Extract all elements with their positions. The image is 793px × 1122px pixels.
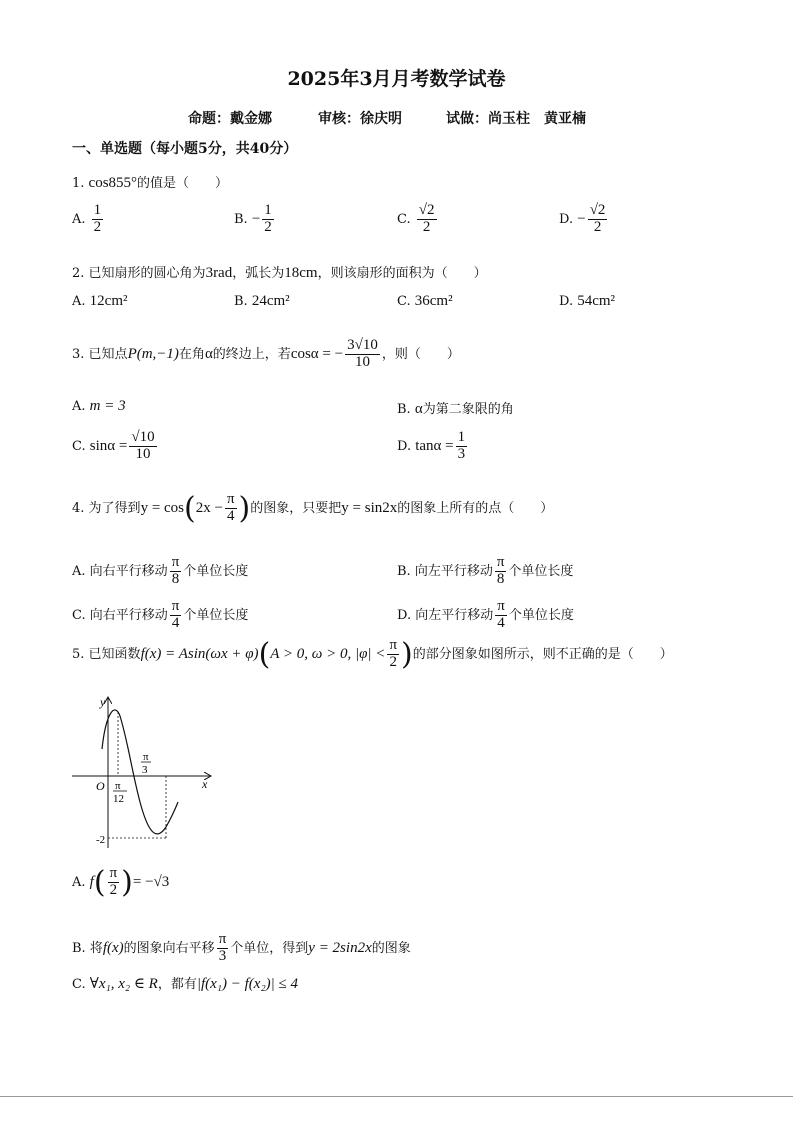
origin-label: O: [96, 779, 105, 793]
option-label: D.: [397, 438, 412, 454]
option-mid: ，都有: [157, 977, 197, 992]
sine-graph: [70, 692, 220, 852]
option-post: 个单位长度: [508, 607, 574, 623]
q5-option-c[interactable]: [72, 973, 298, 993]
frac-num: π: [218, 931, 227, 947]
proposer: 命题：戴金娜: [188, 111, 272, 127]
tick2-den: 3: [142, 764, 148, 776]
q5-stem-a: 已知函数: [88, 646, 141, 662]
q3-option-d[interactable]: [397, 430, 469, 463]
frac-num: √10: [131, 429, 155, 445]
option-mid2: 个单位，得到: [230, 940, 309, 956]
q4-stem-b: 的图象，只要把: [250, 500, 342, 516]
option-pre: 向右平行移动: [89, 563, 168, 579]
reviewer: 审核：徐庆明: [318, 111, 402, 127]
sign: −: [251, 210, 261, 227]
q3-stem-a: 已知点: [88, 346, 128, 362]
q2-option-a[interactable]: [72, 293, 128, 310]
q3-point: P(m,−1): [127, 345, 179, 362]
option-label: B.: [72, 940, 86, 956]
frac-num: 1: [264, 202, 272, 218]
option-label: B.: [234, 211, 248, 227]
option-label: A.: [72, 294, 86, 309]
option-post: 的图象: [371, 940, 411, 956]
option-lhs: sinα =: [89, 437, 128, 454]
q4-option-c[interactable]: [72, 599, 248, 632]
option-label: B.: [397, 563, 411, 579]
frac-den: 2: [422, 218, 431, 235]
option-f: f: [89, 873, 94, 890]
frac-num: π: [171, 554, 180, 570]
question-3: [72, 338, 460, 371]
q1-option-c[interactable]: [397, 203, 439, 236]
option-label: A.: [72, 874, 86, 890]
q1-option-b[interactable]: [234, 203, 276, 236]
frac-den: 3: [457, 445, 466, 462]
q4-option-a[interactable]: [72, 555, 248, 588]
q2-stem-c: ，则该扇形的面积为（ ）: [317, 266, 487, 281]
frac-den: 2: [109, 881, 118, 898]
option-label: D.: [559, 294, 574, 309]
option-post: 个单位长度: [508, 563, 574, 579]
frac-num: π: [109, 865, 118, 881]
q2-option-d[interactable]: [559, 293, 615, 310]
q4-stem-c: 的图象上所有的点（ ）: [397, 500, 554, 516]
q3-cos-lhs: cosα = −: [290, 345, 344, 362]
frac-den: 10: [354, 353, 370, 370]
q2-number: 2.: [72, 266, 85, 281]
option-label: C.: [397, 294, 411, 309]
option-label: A.: [72, 211, 86, 227]
q4-option-b[interactable]: [397, 555, 573, 588]
section-heading: 一、单选题（每小题5分，共40分）: [72, 141, 298, 157]
frac-num: √2: [589, 202, 606, 218]
option-post: 个单位长度: [183, 563, 249, 579]
option-label: C.: [397, 211, 411, 227]
sign: −: [577, 210, 586, 227]
option-label: C.: [72, 438, 86, 454]
q2-arc: 18cm: [284, 265, 318, 281]
option-value: 36cm²: [414, 293, 453, 309]
option-pre: 向左平行移动: [414, 563, 493, 579]
frac-den: 4: [171, 614, 180, 631]
q3-option-c[interactable]: [72, 430, 159, 463]
frac-den: 2: [93, 218, 102, 235]
option-pre: 向左平行移动: [415, 607, 494, 623]
option-label: C.: [72, 977, 86, 992]
option-label: B.: [234, 294, 248, 309]
option-g: y = 2sin2x: [308, 939, 372, 956]
q3-stem-c: 的终边上，若: [212, 346, 291, 362]
q5-func: f(x) = Asin(ωx + φ): [140, 645, 259, 662]
q4-arg: 2x −: [195, 499, 223, 516]
option-label: B.: [397, 402, 411, 417]
q1-expr: cos855°: [88, 175, 138, 191]
q5-option-b[interactable]: [72, 932, 411, 965]
option-f: f(x): [102, 939, 124, 956]
frac-den: 10: [135, 445, 151, 462]
q2-angle: 3rad: [205, 265, 233, 281]
min-label: -2: [96, 834, 106, 846]
option-lhs: tanα =: [415, 437, 454, 454]
question-4: 4. 为了得到y = cos(2x − $\frac{\pi}{4}$ )的图象，只要把y = sin2x的图象上所有的点（ ）: [72, 490, 554, 526]
q3-stem-d: ，则（ ）: [381, 346, 460, 362]
q5-number: 5.: [72, 646, 85, 662]
option-rhs: = −√3: [132, 873, 170, 890]
frac-den: 3: [218, 947, 227, 964]
option-expr: |f(x₁) − f(x₂)| ≤ 4: [196, 976, 299, 992]
question-1: [72, 172, 228, 192]
question-2: [72, 262, 487, 282]
q3-alpha: α: [204, 345, 213, 362]
q5-cond: A > 0, ω > 0, |φ| <: [270, 645, 386, 662]
option-text: 为第二象限的角: [422, 402, 514, 417]
option-label: C.: [72, 607, 86, 623]
q5-option-a[interactable]: A. f( $\frac{\pi}{2}$ )= −√3: [72, 864, 170, 900]
frac-den: 8: [171, 570, 180, 587]
frac-num: 1: [93, 202, 102, 218]
option-forall: ∀x₁, x₂ ∈ R: [89, 976, 158, 992]
option-value: 12cm²: [89, 293, 128, 309]
sine-curve: [102, 710, 178, 834]
frac-den: 4: [497, 614, 505, 631]
q1-option-d[interactable]: [559, 203, 609, 236]
q2-option-b[interactable]: [234, 293, 290, 310]
frac-den: 4: [227, 507, 235, 524]
q4-stem-a: 为了得到: [88, 500, 141, 516]
q4-f1: y = cos: [140, 499, 185, 516]
q1-option-a[interactable]: [72, 203, 105, 236]
q1-stem: 的值是（ ）: [137, 176, 229, 191]
frac-num: π: [496, 554, 505, 570]
frac-num: π: [497, 598, 505, 614]
frac-num: π: [389, 637, 398, 653]
frac-num: π: [226, 491, 235, 507]
q4-number: 4.: [72, 500, 85, 516]
option-value: m = 3: [89, 398, 126, 414]
option-value: 54cm²: [577, 293, 616, 309]
frac-num: π: [171, 598, 180, 614]
option-post: 个单位长度: [183, 607, 249, 623]
q2-option-c[interactable]: [397, 293, 453, 310]
option-alpha: α: [414, 401, 423, 417]
tick2-num: π: [143, 751, 149, 763]
x-axis-label: x: [202, 777, 208, 791]
option-label: D.: [397, 607, 412, 623]
q4-option-d[interactable]: [397, 599, 574, 632]
q3-option-b[interactable]: [397, 398, 514, 418]
frac-num: √2: [418, 202, 435, 218]
frac-den: 8: [496, 570, 505, 587]
frac-den: 2: [389, 653, 397, 670]
option-label: D.: [559, 211, 574, 227]
exam-title: 2025年3月月考数学试卷: [287, 68, 506, 90]
tick1-den: 12: [113, 793, 124, 805]
option-mid: 的图象向右平移: [123, 940, 215, 956]
tester: 试做：尚玉柱 黄亚楠: [446, 111, 586, 127]
question-5: 5. 已知函数f(x) = Asin(ωx + φ)(A > 0, ω > 0, |φ| < $\frac{\pi}{2}$ )的部分图象如图所示，则不正确的是（ ）: [72, 636, 673, 672]
frac-den: 2: [264, 218, 272, 235]
q4-f2: y = sin2x: [341, 499, 398, 516]
option-label: A.: [72, 399, 86, 414]
q5-stem-b: 的部分图象如图所示，则不正确的是（ ）: [412, 646, 673, 662]
q1-number: 1.: [72, 176, 85, 191]
tick1-num: π: [115, 780, 121, 792]
q3-stem-b: 在角: [178, 346, 205, 362]
page-bottom-divider: [0, 1096, 793, 1097]
frac-num: 1: [457, 429, 466, 445]
frac-den: 2: [593, 218, 602, 235]
q2-stem-b: ，弧长为: [232, 266, 285, 281]
option-pre: 将: [89, 940, 103, 956]
frac-num: 3√10: [347, 337, 378, 353]
y-axis-label: y: [100, 695, 106, 709]
option-pre: 向右平行移动: [89, 607, 168, 623]
option-value: 24cm²: [251, 293, 290, 309]
option-label: A.: [72, 563, 86, 579]
q3-number: 3.: [72, 346, 85, 362]
q2-stem-a: 已知扇形的圆心角为: [88, 266, 206, 281]
q3-option-a[interactable]: [72, 398, 126, 415]
